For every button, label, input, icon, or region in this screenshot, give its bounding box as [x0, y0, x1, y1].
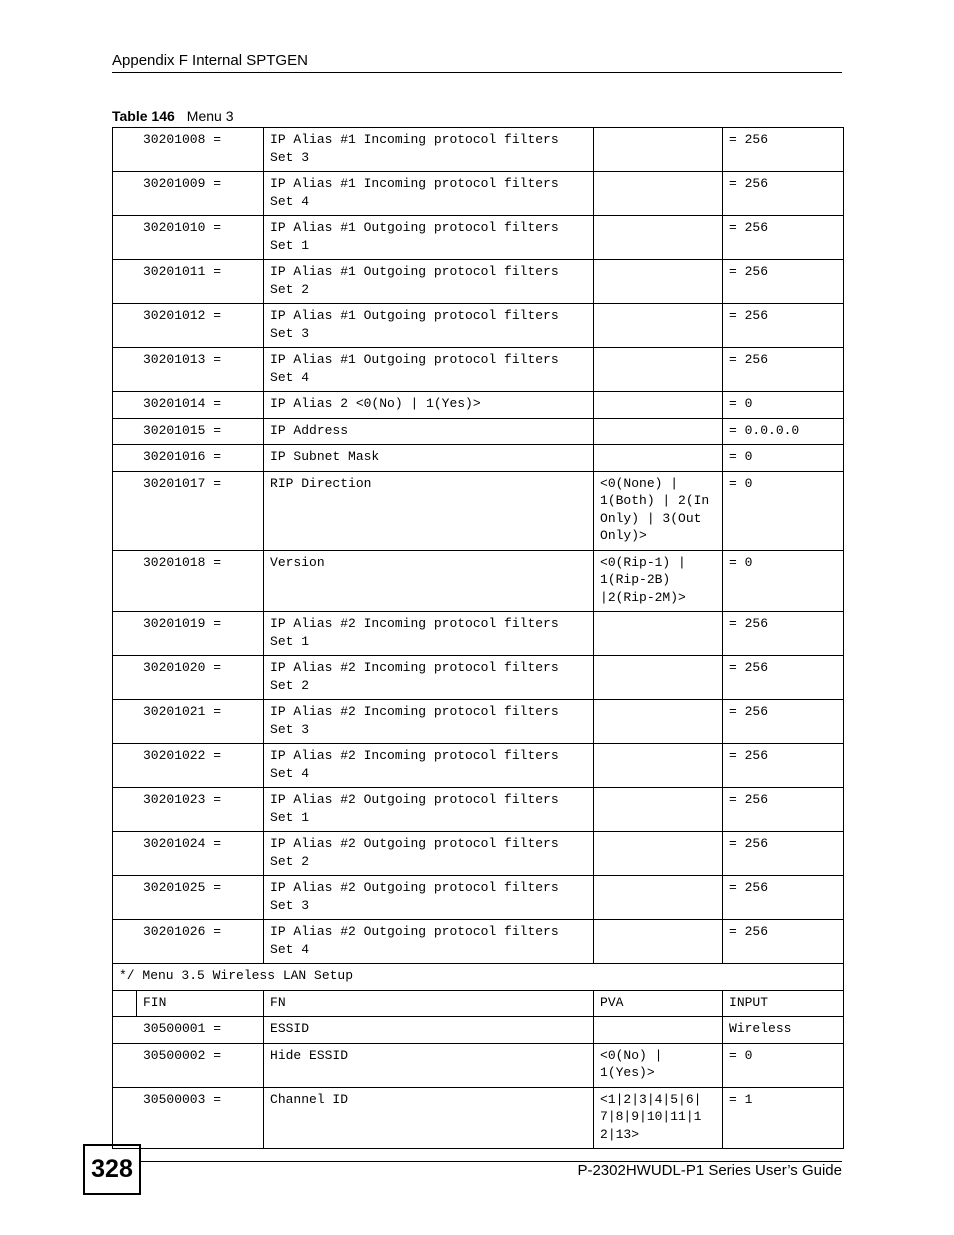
input-cell: = 256 — [723, 876, 844, 920]
fin-cell: 30500001 = — [113, 1017, 264, 1044]
fin-cell: 30201018 = — [113, 550, 264, 612]
input-cell: = 256 — [723, 260, 844, 304]
input-cell: = 256 — [723, 348, 844, 392]
fn-cell: IP Alias 2 <0(No) | 1(Yes)> — [264, 392, 594, 419]
fn-cell: ESSID — [264, 1017, 594, 1044]
pva-cell — [594, 418, 723, 445]
fn-cell: IP Alias #2 Outgoing protocol filters Set 3 — [264, 876, 594, 920]
indent-blank — [113, 990, 137, 1017]
menu-table — [112, 127, 844, 1149]
fin-cell: 30201011 = — [113, 260, 264, 304]
input-cell: = 256 — [723, 172, 844, 216]
fin-cell: 30201019 = — [113, 612, 264, 656]
pva-cell — [594, 612, 723, 656]
fin-cell: 30201017 = — [113, 471, 264, 550]
table-caption-title: Menu 3 — [186, 108, 234, 124]
column-header-fin: FIN — [137, 990, 264, 1017]
guide-title: P-2302HWUDL-P1 Series User’s Guide — [577, 1162, 842, 1179]
table-row — [113, 1017, 844, 1044]
fin-cell: 30201021 = — [113, 700, 264, 744]
input-cell: = 256 — [723, 832, 844, 876]
table-row — [113, 304, 844, 348]
fn-cell: IP Alias #2 Incoming protocol filters Set 2 — [264, 656, 594, 700]
table-row — [113, 876, 844, 920]
running-header: Appendix F Internal SPTGEN — [112, 52, 308, 69]
pva-cell — [594, 392, 723, 419]
fn-cell: IP Alias #2 Incoming protocol filters Set 4 — [264, 744, 594, 788]
fn-cell: IP Alias #2 Outgoing protocol filters Set 4 — [264, 920, 594, 964]
pva-cell: <0(Rip-1) | 1(Rip-2B) |2(Rip-2M)> — [594, 550, 723, 612]
input-cell: = 0 — [723, 550, 844, 612]
pva-cell — [594, 304, 723, 348]
fn-cell: IP Alias #2 Incoming protocol filters Set 1 — [264, 612, 594, 656]
table-row — [113, 550, 844, 612]
table-caption — [112, 108, 233, 124]
table-row — [113, 744, 844, 788]
fn-cell: IP Alias #1 Outgoing protocol filters Set 4 — [264, 348, 594, 392]
fn-cell: IP Alias #1 Outgoing protocol filters Set 2 — [264, 260, 594, 304]
input-cell: = 256 — [723, 700, 844, 744]
input-cell: = 0 — [723, 471, 844, 550]
fin-cell: 30201009 = — [113, 172, 264, 216]
input-cell: = 256 — [723, 744, 844, 788]
fn-cell: Channel ID — [264, 1087, 594, 1149]
fin-cell: 30201008 = — [113, 128, 264, 172]
menu-table-body — [113, 128, 844, 1149]
fn-cell: IP Alias #2 Incoming protocol filters Set 3 — [264, 700, 594, 744]
input-cell: = 0 — [723, 1043, 844, 1087]
pva-cell — [594, 744, 723, 788]
fn-cell: IP Alias #1 Outgoing protocol filters Set 1 — [264, 216, 594, 260]
fn-cell: IP Alias #1 Outgoing protocol filters Set 3 — [264, 304, 594, 348]
input-cell: Wireless — [723, 1017, 844, 1044]
fin-cell: 30201022 = — [113, 744, 264, 788]
table-row — [113, 1087, 844, 1149]
pva-cell — [594, 700, 723, 744]
column-header-row — [113, 990, 844, 1017]
table-row — [113, 348, 844, 392]
fin-cell: 30201016 = — [113, 445, 264, 472]
fin-cell: 30201015 = — [113, 418, 264, 445]
fin-cell: 30500002 = — [113, 1043, 264, 1087]
header-rule — [112, 72, 842, 73]
fn-cell: IP Alias #1 Incoming protocol filters Set 3 — [264, 128, 594, 172]
table-row — [113, 656, 844, 700]
table-row — [113, 1043, 844, 1087]
input-cell: = 256 — [723, 128, 844, 172]
pva-cell — [594, 876, 723, 920]
input-cell: = 0 — [723, 392, 844, 419]
fin-cell: 30201020 = — [113, 656, 264, 700]
fin-cell: 30201012 = — [113, 304, 264, 348]
table-row — [113, 612, 844, 656]
fin-cell: 30201014 = — [113, 392, 264, 419]
fn-cell: IP Alias #2 Outgoing protocol filters Set 2 — [264, 832, 594, 876]
fin-cell: 30201024 = — [113, 832, 264, 876]
pva-cell — [594, 172, 723, 216]
fin-cell: 30500003 = — [113, 1087, 264, 1149]
fn-cell: IP Alias #2 Outgoing protocol filters Set 1 — [264, 788, 594, 832]
table-row — [113, 445, 844, 472]
fn-cell: Version — [264, 550, 594, 612]
fn-cell: IP Subnet Mask — [264, 445, 594, 472]
pva-cell — [594, 1017, 723, 1044]
pva-cell — [594, 832, 723, 876]
table-row — [113, 392, 844, 419]
input-cell: = 256 — [723, 656, 844, 700]
table-caption-label: Table 146 — [112, 108, 175, 124]
table-row — [113, 128, 844, 172]
pva-cell — [594, 128, 723, 172]
pva-cell — [594, 216, 723, 260]
column-header-input: INPUT — [723, 990, 844, 1017]
table-row — [113, 832, 844, 876]
pva-cell — [594, 920, 723, 964]
section-title: */ Menu 3.5 Wireless LAN Setup — [113, 964, 844, 991]
table-row — [113, 260, 844, 304]
input-cell: = 256 — [723, 788, 844, 832]
fn-cell: RIP Direction — [264, 471, 594, 550]
table-row — [113, 172, 844, 216]
input-cell: = 256 — [723, 304, 844, 348]
pva-cell: <0(No) | 1(Yes)> — [594, 1043, 723, 1087]
fn-cell: IP Address — [264, 418, 594, 445]
table-row — [113, 471, 844, 550]
table-row — [113, 216, 844, 260]
table-row — [113, 920, 844, 964]
pva-cell: <0(None) | 1(Both) | 2(In Only) | 3(Out Only)> — [594, 471, 723, 550]
fin-cell: 30201026 = — [113, 920, 264, 964]
page-number: 328 — [91, 1155, 133, 1183]
table-row — [113, 788, 844, 832]
column-header-pva: PVA — [594, 990, 723, 1017]
table-row — [113, 418, 844, 445]
fn-cell: IP Alias #1 Incoming protocol filters Set 4 — [264, 172, 594, 216]
input-cell: = 0.0.0.0 — [723, 418, 844, 445]
column-header-fn: FN — [264, 990, 594, 1017]
pva-cell — [594, 348, 723, 392]
input-cell: = 256 — [723, 612, 844, 656]
fin-cell: 30201023 = — [113, 788, 264, 832]
input-cell: = 256 — [723, 216, 844, 260]
pva-cell — [594, 656, 723, 700]
page-number-box — [83, 1144, 141, 1195]
pva-cell — [594, 260, 723, 304]
pva-cell — [594, 788, 723, 832]
pva-cell: <1|2|3|4|5|6| 7|8|9|10|11|1 2|13> — [594, 1087, 723, 1149]
table-row — [113, 700, 844, 744]
section-title-row — [113, 964, 844, 991]
pva-cell — [594, 445, 723, 472]
fin-cell: 30201010 = — [113, 216, 264, 260]
input-cell: = 256 — [723, 920, 844, 964]
input-cell: = 0 — [723, 445, 844, 472]
fn-cell: Hide ESSID — [264, 1043, 594, 1087]
input-cell: = 1 — [723, 1087, 844, 1149]
fin-cell: 30201025 = — [113, 876, 264, 920]
fin-cell: 30201013 = — [113, 348, 264, 392]
